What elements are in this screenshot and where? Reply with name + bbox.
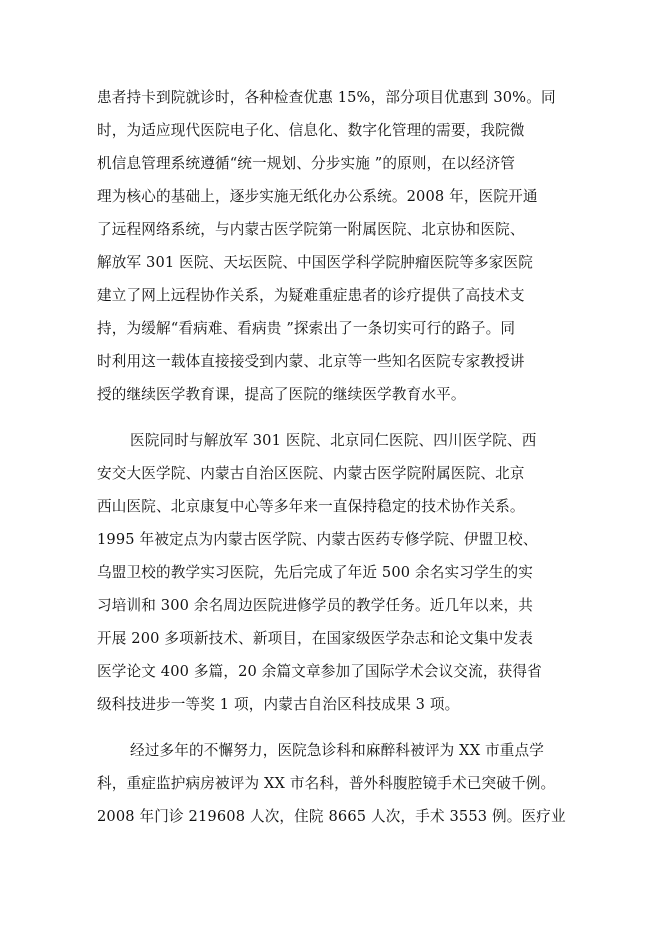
paragraph-2-line-7: 开展 200 多项新技术、新项目，在国家级医学杂志和论文集中发表: [97, 630, 533, 647]
paragraph-1-line-6: 解放军 301 医院、天坛医院、中国医学科学院肿瘤医院等多家医院: [97, 254, 533, 271]
paragraph-1-line-5: 了远程网络系统，与内蒙古医学院第一附属医院、北京协和医院、: [97, 221, 525, 238]
paragraph-3-line-2: 科，重症监护病房被评为 XX 市名科，普外科腹腔镜手术已突破千例。: [97, 775, 556, 792]
paragraph-2-line-5: 乌盟卫校的教学实习医院，先后完成了年近 500 余名实习学生的实: [97, 564, 533, 581]
paragraph-3-line-1: 经过多年的不懈努力，医院急诊科和麻醉科被评为 XX 市重点学: [130, 742, 544, 759]
paragraph-2-line-8: 医学论文 400 多篇，20 余篇文章参加了国际学术会议交流，获得省: [97, 663, 542, 680]
paragraph-1-line-9: 时利用这一载体直接接受到内蒙、北京等一些知名医院专家教授讲: [97, 353, 525, 370]
paragraph-1-line-3: 机信息管理系统遵循“统一规划、分步实施 ”的原则，在以经济管: [97, 155, 516, 172]
paragraph-1-line-7: 建立了网上远程协作关系，为疑难重症患者的诊疗提供了高技术支: [97, 287, 525, 304]
paragraph-2-line-9: 级科技进步一等奖 1 项，内蒙古自治区科技成果 3 项。: [97, 696, 460, 713]
paragraph-1-line-2: 时，为适应现代医院电子化、信息化、数字化管理的需要，我院微: [97, 122, 525, 139]
paragraph-2-line-2: 安交大医学院、内蒙古自治区医院、内蒙古医学院附属医院、北京: [97, 465, 525, 482]
paragraph-1-line-4: 理为核心的基础上，逐步实施无纸化办公系统。2008 年，医院开通: [97, 188, 538, 205]
paragraph-2-line-1: 医院同时与解放军 301 医院、北京同仁医院、四川医学院、西: [130, 432, 537, 449]
paragraph-1-line-8: 持，为缓解“看病难、看病贵 ”探索出了一条切实可行的路子。同: [97, 320, 516, 337]
paragraph-2-line-3: 西山医院、北京康复中心等多年来一直保持稳定的技术协作关系。: [97, 498, 525, 515]
paragraph-2-line-4: 1995 年被定点为内蒙古医学院、内蒙古医药专修学院、伊盟卫校、: [97, 531, 538, 548]
paragraph-3-line-3: 2008 年门诊 219608 人次，住院 8665 人次，手术 3553 例。医疗业: [97, 808, 566, 825]
paragraph-1-line-1: 患者持卡到院就诊时，各种检查优惠 15%，部分项目优惠到 30%。同: [97, 89, 556, 106]
paragraph-1-line-10: 授的继续医学教育课，提高了医院的继续医学教育水平。: [97, 386, 466, 403]
paragraph-2-line-6: 习培训和 300 余名周边医院进修学员的教学任务。近几年以来，共: [97, 597, 533, 614]
